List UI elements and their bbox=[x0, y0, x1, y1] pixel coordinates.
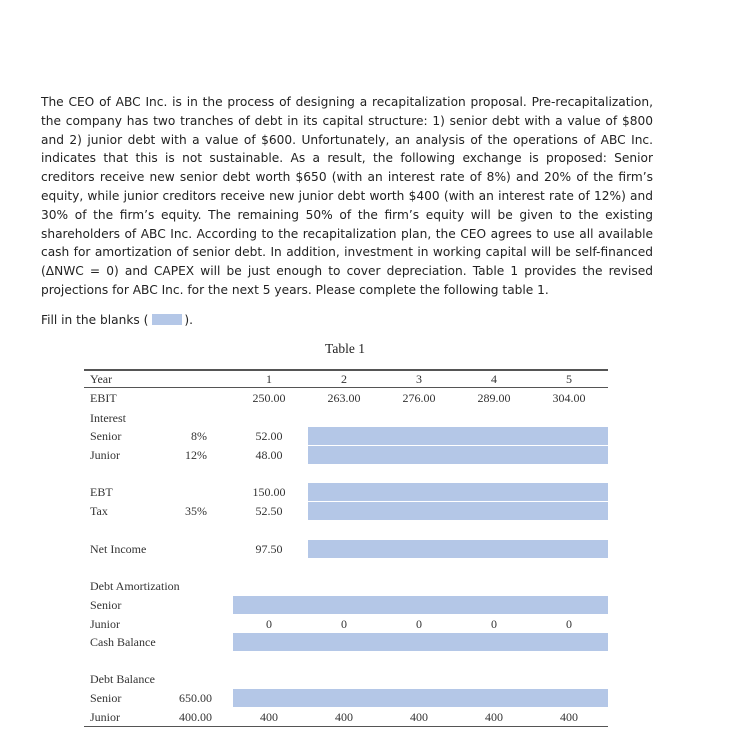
debt-amortization-label: Debt Amortization bbox=[90, 579, 180, 593]
header-rule bbox=[84, 387, 608, 388]
ebit-y1: 250.00 bbox=[252, 391, 286, 405]
tax-label: Tax bbox=[90, 504, 108, 518]
bal-junior-y2: 400 bbox=[335, 710, 353, 724]
debt-balance-label: Debt Balance bbox=[90, 672, 155, 686]
senior-interest-rate: 8% bbox=[191, 429, 207, 443]
senior-interest-label: Senior bbox=[90, 429, 122, 443]
bal-senior-initial: 650.00 bbox=[179, 691, 212, 705]
year-label: Year bbox=[90, 372, 113, 386]
tax-blank[interactable] bbox=[308, 502, 608, 520]
net-income-label: Net Income bbox=[90, 542, 147, 556]
bal-junior-label: Junior bbox=[90, 710, 120, 724]
amort-junior-label: Junior bbox=[90, 617, 120, 631]
tax-y1: 52.50 bbox=[255, 504, 283, 518]
net-income-y1: 97.50 bbox=[255, 542, 283, 556]
blank-swatch bbox=[152, 314, 182, 325]
bal-senior-blank[interactable] bbox=[233, 689, 608, 707]
amort-junior-y3: 0 bbox=[416, 617, 422, 631]
ebit-y3: 276.00 bbox=[402, 391, 436, 405]
year-2: 2 bbox=[341, 372, 347, 386]
ebt-y1: 150.00 bbox=[252, 485, 286, 499]
senior-interest-y1: 52.00 bbox=[255, 429, 283, 443]
net-income-blank[interactable] bbox=[308, 540, 608, 558]
bal-senior-label: Senior bbox=[90, 691, 122, 705]
fill-prefix: Fill in the blanks ( bbox=[41, 313, 149, 327]
amort-junior-y2: 0 bbox=[341, 617, 347, 631]
junior-interest-blank[interactable] bbox=[308, 446, 608, 464]
bal-junior-initial: 400.00 bbox=[179, 710, 212, 724]
year-3: 3 bbox=[416, 372, 422, 386]
ebt-blank[interactable] bbox=[308, 483, 608, 501]
ebit-y2: 263.00 bbox=[327, 391, 361, 405]
cash-balance-blank[interactable] bbox=[233, 633, 608, 651]
year-1: 1 bbox=[266, 372, 272, 386]
bal-junior-y5: 400 bbox=[560, 710, 578, 724]
cash-balance-label: Cash Balance bbox=[90, 635, 156, 649]
table-caption: Table 1 bbox=[325, 341, 365, 356]
bal-junior-y1: 400 bbox=[260, 710, 278, 724]
ebit-y4: 289.00 bbox=[477, 391, 511, 405]
problem-statement: The CEO of ABC Inc. is in the process of designing a recapitalization proposal. Pre-recapitalization, the company has two tranches of debt in its capital structure: 1) senior debt with a value of $800 and 2) junior debt with a value of $600. Unfortunately, an analysis of the operations of ABC Inc. indicates that this is not sustainable. As a result, the following exchange is proposed: Senior creditors receive new senior debt worth $650 (with an interest rate of 8%) and 20% of the firm’s equity, while junior creditors receive new junior debt worth $400 (with an interest rate of 12%) and 30% of the firm’s equity. The remaining 50% of the firm’s equity will be given to the existing shareholders of ABC Inc. According to the recapitalization plan, the CEO agrees to use all available cash for amortization of senior debt. In addition, investment in working capital will be self-financed (ΔNWC = 0) and CAPEX will be just enough to cover depreciation. Table 1 provides the revised projections for ABC Inc. for the next 5 years. Please complete the following table 1. bbox=[41, 95, 653, 297]
amort-senior-blank[interactable] bbox=[233, 596, 608, 614]
tax-rate: 35% bbox=[185, 504, 207, 518]
junior-interest-y1: 48.00 bbox=[255, 448, 283, 462]
table-bottom-rule bbox=[84, 726, 608, 727]
amort-senior-label: Senior bbox=[90, 598, 122, 612]
fill-suffix: ). bbox=[184, 313, 194, 327]
fill-instruction bbox=[41, 313, 193, 327]
ebit-y5: 304.00 bbox=[552, 391, 586, 405]
amort-junior-y1: 0 bbox=[266, 617, 272, 631]
bal-junior-y4: 400 bbox=[485, 710, 503, 724]
junior-interest-rate: 12% bbox=[185, 448, 207, 462]
amort-junior-y4: 0 bbox=[491, 617, 497, 631]
ebt-label: EBT bbox=[90, 485, 113, 499]
amort-junior-y5: 0 bbox=[566, 617, 572, 631]
ebit-label: EBIT bbox=[90, 391, 117, 405]
interest-label: Interest bbox=[90, 411, 126, 425]
year-4: 4 bbox=[491, 372, 497, 386]
table-top-rule bbox=[84, 369, 608, 371]
senior-interest-blank[interactable] bbox=[308, 427, 608, 445]
junior-interest-label: Junior bbox=[90, 448, 120, 462]
year-5: 5 bbox=[566, 372, 572, 386]
bal-junior-y3: 400 bbox=[410, 710, 428, 724]
